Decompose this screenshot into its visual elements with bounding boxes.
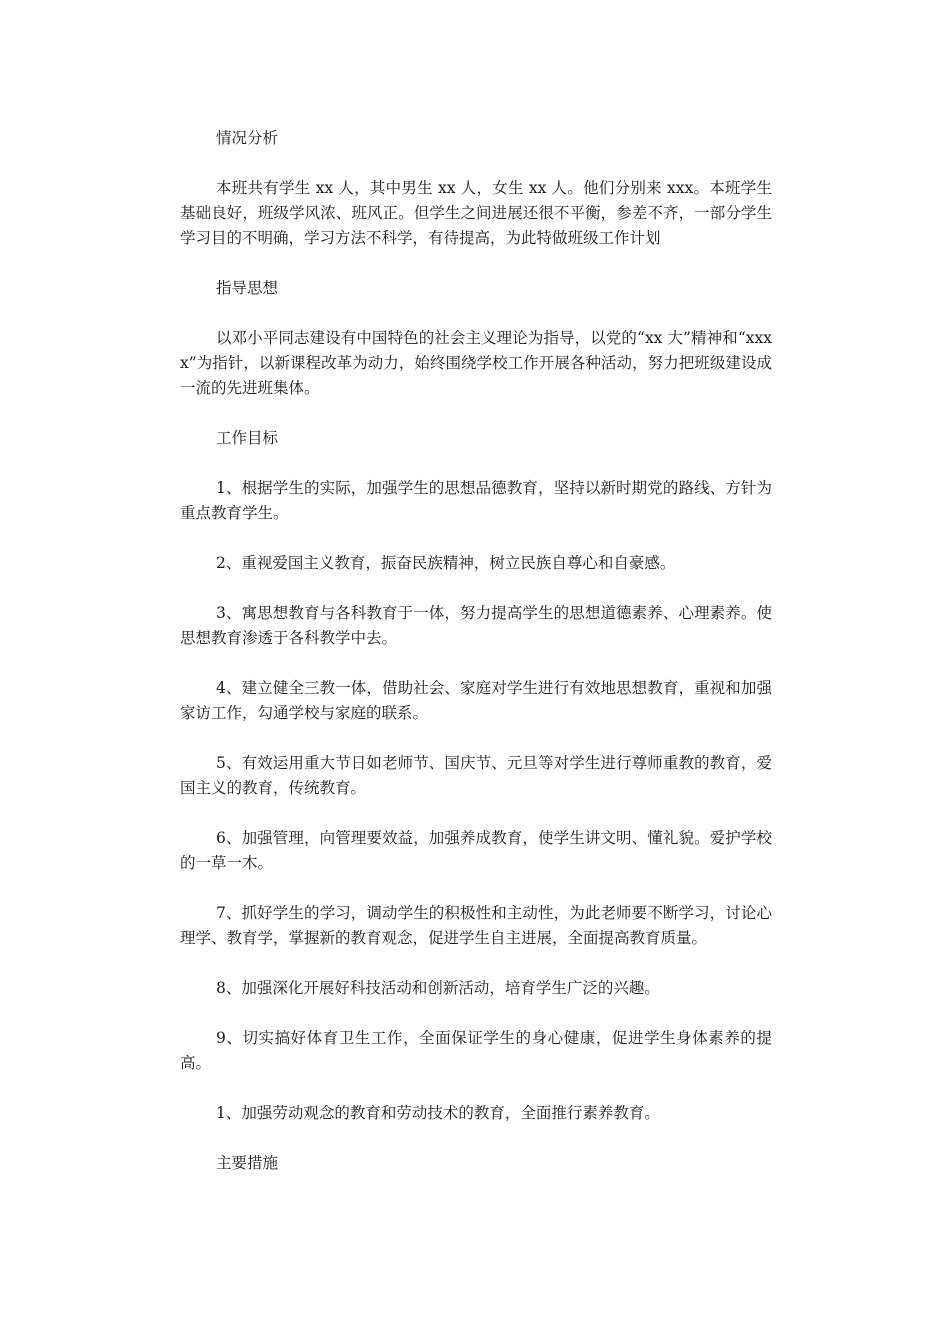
goal-item-8: 8、加强深化开展好科技活动和创新活动，培育学生广泛的兴趣。 — [216, 979, 660, 997]
document-body — [180, 126, 772, 1201]
guide-paragraph: 以邓小平同志建设有中国特色的社会主义理论为指导，以党的“xx 大”精神和“xxxx”为指针，以新课程改革为动力，始终围绕学校工作开展各种活动，努力把班级建设成一流的先进班集体。 — [180, 329, 772, 397]
analysis-paragraph: 本班共有学生 xx 人，其中男生 xx 人，女生 xx 人。他们分别来 xxx。本班学生基础良好，班级学风浓、班风正。但学生之间进展还很不平衡，参差不齐，一部分学生学习目的不明确，学习方法不科学，有待提高，为此特做班级工作计划 — [180, 179, 772, 247]
goal-item-5: 5、有效运用重大节日如老师节、国庆节、元旦等对学生进行尊师重教的教育，爱国主义的教育，传统教育。 — [180, 754, 772, 797]
section-heading-analysis: 情况分析 — [216, 129, 279, 147]
goal-item-1: 1、根据学生的实际，加强学生的思想品德教育，坚持以新时期党的路线、方针为重点教育学生。 — [180, 479, 772, 522]
goal-item-2: 2、重视爱国主义教育，振奋民族精神，树立民族自尊心和自豪感。 — [216, 554, 676, 572]
section-heading-guide: 指导思想 — [216, 279, 279, 297]
goal-item-4: 4、建立健全三教一体，借助社会、家庭对学生进行有效地思想教育，重视和加强家访工作，勾通学校与家庭的联系。 — [180, 679, 772, 722]
goal-item-6: 6、加强管理，向管理要效益，加强养成教育，使学生讲文明、懂礼貌。爱护学校的一草一木。 — [180, 829, 772, 872]
goal-item-9: 9、切实搞好体育卫生工作，全面保证学生的身心健康，促进学生身体素养的提高。 — [180, 1029, 772, 1072]
goal-item-10: 1、加强劳动观念的教育和劳动技术的教育，全面推行素养教育。 — [216, 1104, 660, 1122]
goal-item-3: 3、寓思想教育与各科教育于一体，努力提高学生的思想道德素养、心理素养。使思想教育渗透于各科教学中去。 — [180, 604, 772, 647]
section-heading-measures: 主要措施 — [216, 1154, 279, 1172]
section-heading-goals: 工作目标 — [216, 429, 279, 447]
goal-item-7: 7、抓好学生的学习，调动学生的积极性和主动性，为此老师要不断学习，讨论心理学、教育学，掌握新的教育观念，促进学生自主进展，全面提高教育质量。 — [180, 904, 772, 947]
